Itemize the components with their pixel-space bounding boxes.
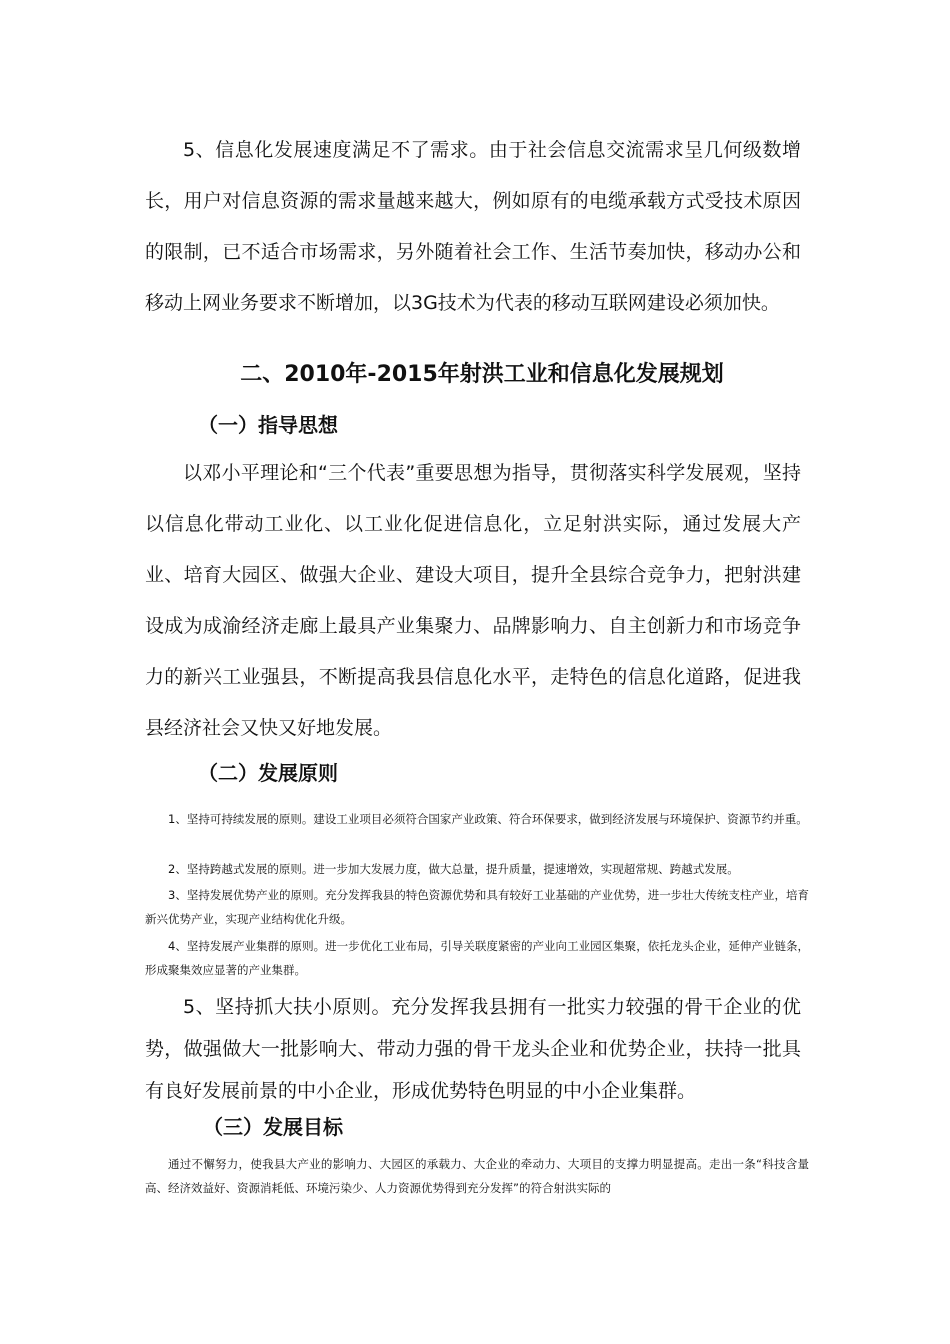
principle-item-1: 1、坚持可持续发展的原则。建设工业项目必须符合国家产业政策、符合环保要求，做到经济发展与环境保护、资源节约并重。 [168, 812, 808, 826]
section-title: 二、2010年-2015年射洪工业和信息化发展规划 [240, 362, 724, 387]
principle-item-4: 4、坚持发展产业集群的原则。进一步优化工业布局，引导关联度紧密的产业向工业园区集聚，依托龙头企业，延伸产业链条，形成聚集效应显著的产业集群。 [145, 939, 809, 977]
guiding-ideology-heading: （一）指导思想 [198, 413, 338, 437]
principle-item-2: 2、坚持跨越式发展的原则。进一步加大发展力度，做大总量，提升质量，提速增效，实现超常规、跨越式发展。 [168, 862, 739, 876]
intro-paragraph: 5、信息化发展速度满足不了需求。由于社会信息交流需求呈几何级数增长，用户对信息资源的需求量越来越大，例如原有的电缆承载方式受技术原因的限制，已不适合市场需求，另外随着社会工作、生活节奏加快，移动办公和移动上网业务要求不断增加，以3G技术为代表的移动互联网建设必须加快。 [145, 139, 801, 314]
principle-item-3: 3、坚持发展优势产业的原则。充分发挥我县的特色资源优势和具有较好工业基础的产业优势，进一步壮大传统支柱产业，培育新兴优势产业，实现产业结构优化升级。 [145, 888, 809, 926]
goals-heading: （三）发展目标 [203, 1115, 343, 1139]
principles-heading: （二）发展原则 [198, 761, 338, 785]
guiding-ideology-paragraph: 以邓小平理论和“三个代表”重要思想为指导，贯彻落实科学发展观，坚持以信息化带动工业化、以工业化促进信息化，立足射洪实际，通过发展大产业、培育大园区、做强大企业、建设大项目，提升全县综合竞争力，把射洪建设成为成渝经济走廊上最具产业集聚力、品牌影响力、自主创新力和市场竞争力的新兴工业强县，不断提高我县信息化水平，走特色的信息化道路，促进我县经济社会又快又好地发展。 [145, 462, 801, 739]
principle-item-5: 5、坚持抓大扶小原则。充分发挥我县拥有一批实力较强的骨干企业的优势，做强做大一批影响大、带动力强的骨干龙头企业和优势企业，扶持一批具有良好发展前景的中小企业，形成优势特色明显的中小企业集群。 [145, 996, 801, 1102]
goals-paragraph: 通过不懈努力，使我县大产业的影响力、大园区的承载力、大企业的牵动力、大项目的支撑力明显提高。走出一条“科技含量高、经济效益好、资源消耗低、环境污染少、人力资源优势得到充分发挥”的符合射洪实际的 [145, 1157, 809, 1195]
